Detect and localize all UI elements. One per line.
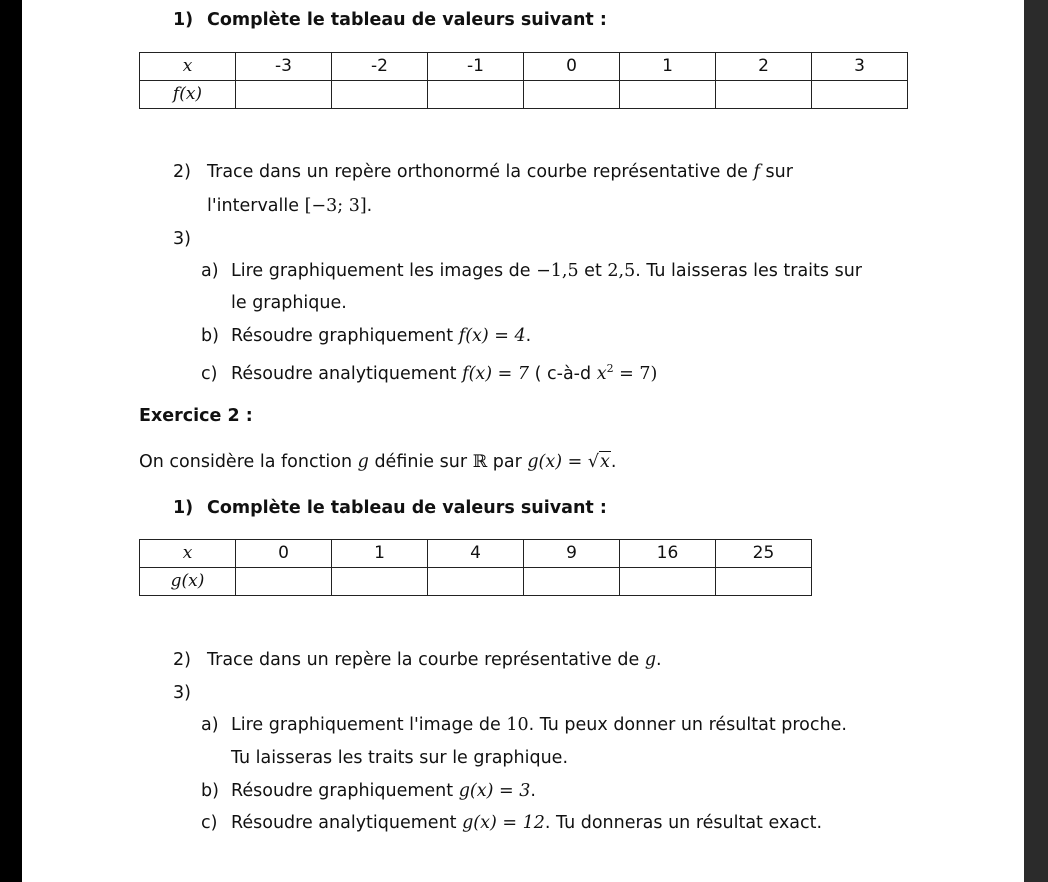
ex2-table-x-cell: 16: [620, 540, 716, 568]
ex2-q3-number: 3): [173, 683, 191, 703]
ex1-q2-text: Trace dans un repère orthonormé la courbe représentative de: [207, 162, 748, 182]
ex2-table-x-cell: 0: [236, 540, 332, 568]
ex1-table-label-x: x: [140, 53, 236, 81]
ex2-q3c: [201, 811, 822, 835]
ex2-sqrt-argument: x: [600, 452, 610, 472]
ex1-q3a-and: et: [584, 261, 602, 281]
ex1-q3b-equation: f(x) = 4: [458, 326, 526, 346]
ex2-intro-text: On considère la fonction: [139, 452, 353, 472]
ex2-table-empty-cell: [332, 568, 428, 596]
ex1-q3a-line2: le graphique.: [231, 293, 347, 313]
ex1-table-x-cell: -1: [428, 53, 524, 81]
ex2-q3b: [201, 779, 536, 803]
ex2-q3a-text-end: . Tu peux donner un résultat proche.: [528, 715, 847, 735]
ex2-table-empty-cell: [524, 568, 620, 596]
ex1-q3b-period: .: [525, 326, 532, 346]
ex1-table-x-cell: 0: [524, 53, 620, 81]
ex1-q3c: [201, 357, 657, 386]
ex1-table-x-cell: 3: [812, 53, 908, 81]
ex2-table-x-cell: 4: [428, 540, 524, 568]
ex2-q2: [173, 648, 662, 672]
ex1-q2-text-end: sur: [765, 162, 793, 182]
ex1-table-x-cell: 2: [716, 53, 812, 81]
ex2-table-row-gx: [140, 568, 812, 596]
ex2-table-row-x: [140, 540, 812, 568]
ex2-q3b-equation: g(x) = 3: [458, 781, 531, 801]
ex1-q2-interval: [−3; 3]: [304, 196, 367, 216]
ex1-q2-line1: [173, 160, 793, 184]
ex1-q3c-x: x: [596, 364, 607, 384]
ex2-q2-number: 2): [173, 650, 191, 670]
ex1-q1-text: Complète le tableau de valeurs suivant :: [207, 10, 607, 30]
ex2-table-label-x: x: [140, 540, 236, 568]
ex2-table-empty-cell: [620, 568, 716, 596]
ex1-table-empty-cell: [716, 81, 812, 109]
ex2-intro: [139, 450, 616, 474]
ex1-q3a-label: a): [201, 261, 219, 281]
ex1-q2-line2: [207, 194, 372, 218]
ex2-table-x-cell: 25: [716, 540, 812, 568]
ex2-q3a-text: Lire graphiquement l'image de: [231, 715, 501, 735]
ex2-table-x-cell: 1: [332, 540, 428, 568]
ex1-q2-number: 2): [173, 162, 191, 182]
ex2-q3a-value: 10: [506, 715, 529, 735]
ex1-q3a-line1: [201, 259, 862, 283]
ex1-q3c-exponent: 2: [606, 362, 614, 375]
ex2-intro-text-2: définie sur: [374, 452, 468, 472]
ex1-table-empty-cell: [332, 81, 428, 109]
ex1-value-table: [139, 52, 908, 109]
ex1-q2-function: f: [753, 162, 760, 182]
ex2-q3b-text: Résoudre graphiquement: [231, 781, 454, 801]
ex1-q3a-value1: −1,5: [536, 261, 579, 281]
ex1-table-x-cell: 1: [620, 53, 716, 81]
ex1-table-row-x: [140, 53, 908, 81]
ex2-sqrt-sign: √: [587, 452, 600, 472]
ex2-q1-text: Complète le tableau de valeurs suivant :: [207, 498, 607, 518]
ex1-q3c-rhs: = 7): [619, 364, 658, 384]
ex2-q2-text: Trace dans un repère la courbe représentative de: [207, 650, 640, 670]
ex2-q1-number: 1): [173, 498, 194, 518]
ex1-q3a-value2: 2,5: [607, 261, 636, 281]
ex2-q3a-line2: Tu laisseras les traits sur le graphique.: [231, 748, 569, 768]
ex2-q3c-text: Résoudre analytiquement: [231, 813, 457, 833]
ex2-table-label-gx: g(x): [140, 568, 236, 596]
ex1-q3c-label: c): [201, 364, 218, 384]
ex1-q3b-text: Résoudre graphiquement: [231, 326, 454, 346]
left-border: [0, 0, 22, 882]
document-page: [22, 0, 1024, 882]
ex1-table-empty-cell: [428, 81, 524, 109]
ex2-q3a-line1: [201, 713, 847, 737]
ex1-table-x-cell: -2: [332, 53, 428, 81]
ex2-title: Exercice 2 :: [139, 406, 253, 426]
ex2-q3b-period: .: [530, 781, 536, 801]
ex1-table-empty-cell: [620, 81, 716, 109]
ex1-q3c-equation: f(x) = 7: [462, 364, 530, 384]
ex2-q3b-label: b): [201, 781, 219, 801]
scrollbar-track[interactable]: [1024, 0, 1048, 882]
ex2-table-x-cell: 9: [524, 540, 620, 568]
ex2-q3: [173, 681, 191, 705]
ex2-intro-function: g: [357, 452, 369, 472]
ex1-q3a-text-end: . Tu laisseras les traits sur: [635, 261, 862, 281]
ex1-q2-period: .: [366, 196, 373, 216]
ex1-table-empty-cell: [524, 81, 620, 109]
ex1-q3b: [201, 324, 531, 348]
ex2-q3c-text-end: . Tu donneras un résultat exact.: [544, 813, 823, 833]
ex1-q3c-text: Résoudre analytiquement: [231, 364, 457, 384]
ex2-q2-function: g: [644, 650, 657, 670]
ex2-intro-text-3: par: [492, 452, 522, 472]
ex2-value-table: [139, 539, 812, 596]
ex2-q2-period: .: [656, 650, 662, 670]
ex1-q3b-label: b): [201, 326, 219, 346]
ex1-q1-number: 1): [173, 10, 194, 30]
ex1-table-label-fx: f(x): [140, 81, 236, 109]
ex2-q3a-label: a): [201, 715, 219, 735]
ex1-q3: [173, 227, 191, 251]
ex1-table-row-fx: [140, 81, 908, 109]
ex1-q3c-paren: ( c-à-d: [534, 364, 592, 384]
ex1-q3a-text: Lire graphiquement les images de: [231, 261, 531, 281]
ex2-table-empty-cell: [236, 568, 332, 596]
ex1-q1: [173, 8, 607, 32]
ex2-intro-period: .: [610, 452, 617, 472]
ex2-intro-reals: ℝ: [472, 452, 488, 472]
ex1-table-empty-cell: [812, 81, 908, 109]
ex2-q1: [173, 496, 607, 520]
ex1-q3-number: 3): [173, 229, 191, 249]
ex1-table-x-cell: -3: [236, 53, 332, 81]
ex2-table-empty-cell: [716, 568, 812, 596]
ex2-q3c-label: c): [201, 813, 218, 833]
ex2-table-empty-cell: [428, 568, 524, 596]
ex2-q3c-equation: g(x) = 12: [462, 813, 545, 833]
ex2-intro-equation: g(x) =: [527, 452, 588, 472]
ex1-table-empty-cell: [236, 81, 332, 109]
ex1-q2-interval-label: l'intervalle: [207, 196, 300, 216]
